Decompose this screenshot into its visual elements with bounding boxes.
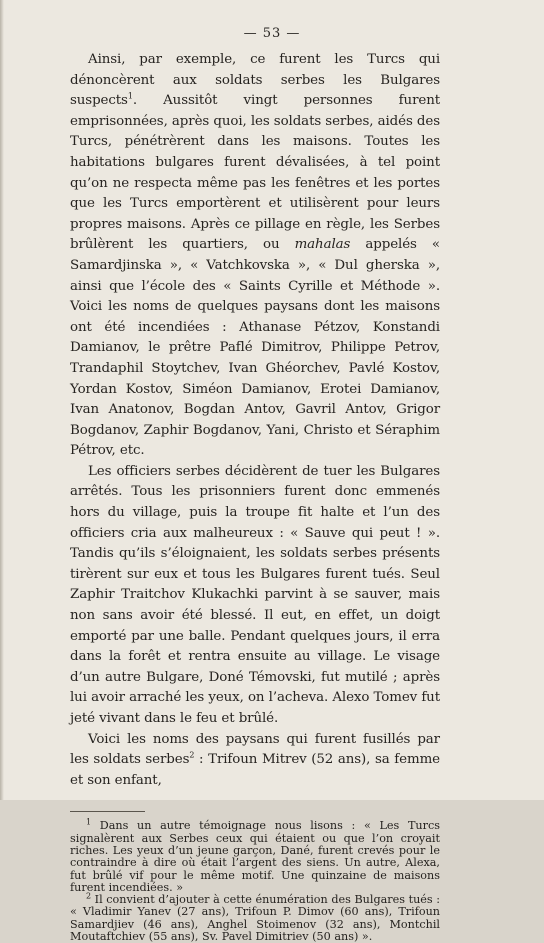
page-number: — 53 — — [243, 26, 301, 41]
paragraph-3 — [70, 730, 440, 792]
footnote-ref-2[interactable]: 2 — [189, 750, 195, 760]
paragraph-text: Voici les noms des paysans qui furent fusillés par les soldats serbes — [70, 731, 440, 768]
italic-term: mahalas — [294, 237, 351, 253]
footnote-divider — [70, 811, 145, 812]
paragraph-text: appelés « Samardjinska », « Vatchkovska », « Dul gherska », ainsi que l’école des « Saints Cyrille et Méthode ». Voici les noms de quelques paysans dont les maisons ont été incendiées : Athanase Pétzov, Konstandi Damianov, le prêtre Paflé Dimitrov, Philippe Petrov, Trandaphil Stoytchev, Ivan Ghéorchev, Pavlé Kostov, Yordan Kostov, Siméon Damianov, Erotei Damianov, Ivan Anatonov, Bogdan Antov, Gavril Antov, Grigor Bogdanov, Zaphir Bogdanov, Yani, Christo et Séraphim Pétrov, etc. — [70, 237, 440, 459]
paragraph-1 — [70, 50, 440, 462]
paragraph-text: Ainsi, par exemple, ce furent les Turcs qui dénoncèrent aux soldats serbes les Bulgares suspects — [70, 52, 440, 109]
footnote-mark: 2 — [86, 891, 92, 901]
footnote-ref-1[interactable]: 1 — [127, 91, 133, 101]
paragraph-text: : Trifoun Mitrev (52 ans), sa femme et son enfant, — [70, 752, 440, 788]
footnote-mark: 1 — [86, 817, 92, 827]
page-body — [70, 50, 440, 943]
paragraph-text: . Aussitôt vingt personnes furent emprisonnées, après quoi, les soldats serbes, aidés des Turcs, pénétrèrent dans les maisons. Toutes les habitations bulgares furent dévalisées, à tel point qu’on ne respecta même pas les fenêtres et les portes que les Turcs emportèrent et utilisèrent pour leurs propres maisons. Après ce pillage en règle, les Serbes brûlèrent les quartiers, ou — [70, 93, 440, 253]
footnote-text: Il convient d’ajouter à cette énumération des Bulgares tués : « Vladimir Yanev (27 ans), Trifoun P. Dimov (60 ans), Trifoun Samardjiev (46 ans), Anghel Stoimenov (32 ans), Montchil Moutaftchiev (55 ans), Sv. Pavel Dimitriev (50 ans) ». — [70, 893, 440, 943]
paragraph-2: Les officiers serbes décidèrent de tuer les Bulgares arrêtés. Tous les prisonniers furent donc emmenés hors du village, puis la troupe fit halte et l’un des officiers cria aux malheureux : « Sauve qui peut ! ». Tandis qu’ils s’éloignaient, les soldats serbes présents tirèrent sur eux et tous les Bulgares furent tués. Seul Zaphir Traitchov Klukachki parvint à se sauver, mais non sans avoir été blessé. Il eut, en effet, un doigt emporté par une balle. Pendant quelques jours, il erra dans la forêt et rentra ensuite au village. Le visage d’un autre Bulgare, Doné Témovski, fut mutilé ; après lui avoir arraché les yeux, on l’acheva. Alexo Tomev fut jeté vivant dans le feu et brûlé. — [70, 463, 440, 726]
footnote-1 — [70, 817, 440, 894]
footnote-text: Dans un autre témoignage nous lisons : « Les Turcs signalèrent aux Serbes ceux qui étaient ou que l’on croyait riches. Les yeux d’un jeune garçon, Dané, furent crevés pour le contraindre à dire où était l’argent des siens. Un autre, Alexa, fut brûlé vif pour le même motif. Une quinzaine de maisons furent incendiées. » — [70, 819, 440, 894]
footnote-2 — [70, 891, 440, 943]
